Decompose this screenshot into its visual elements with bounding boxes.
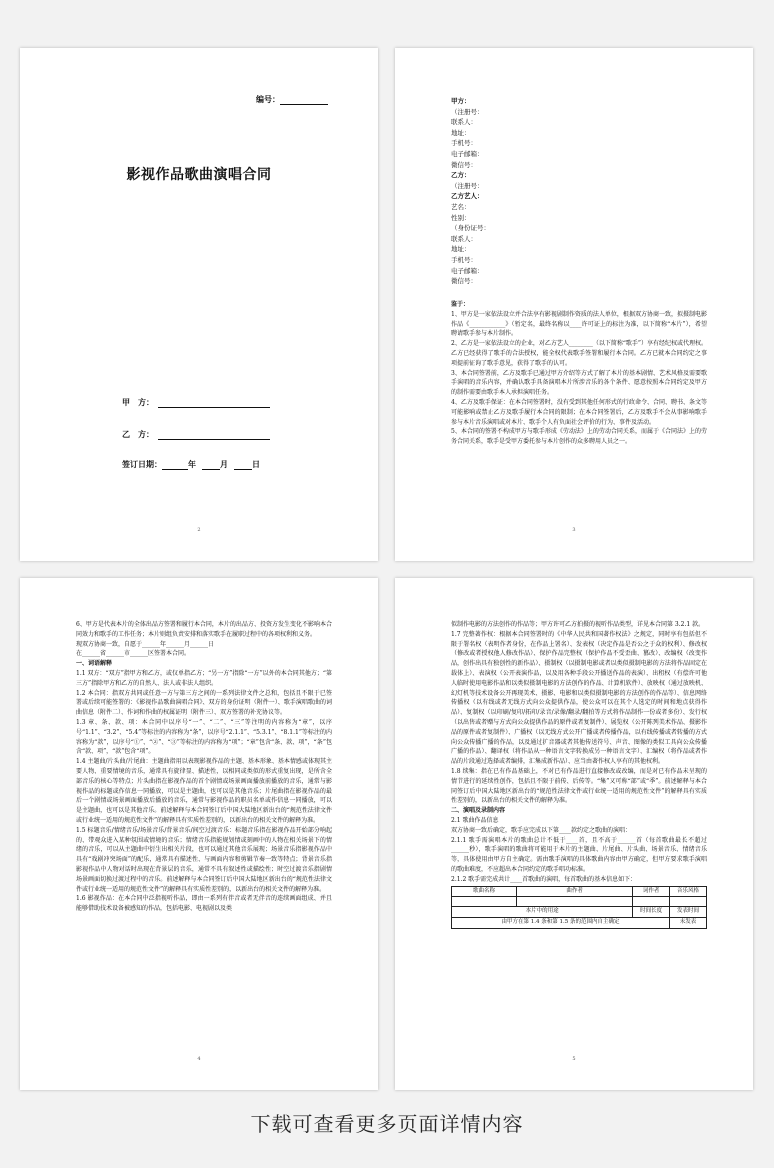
page-definitions: [20, 578, 378, 1090]
paragraph: （注册号：: [451, 181, 484, 190]
paragraph: 微信号：: [451, 160, 477, 169]
serial-number: [256, 94, 328, 105]
party-a-label: 甲 方：: [122, 397, 154, 407]
party-b-line: [122, 429, 270, 440]
table-row: [452, 907, 707, 918]
paragraph: 现双方协商一致，自愿于______年______月______日: [76, 640, 215, 648]
paragraph: 1.6 影视作品：在本合同中泛指视听作品，即由一系列有伴音或者无伴音的连续画面组成、并且能够借助技术设备被感知的作品，包括电影、电视剧以及类: [76, 895, 332, 913]
table-cell: 曲作者: [517, 886, 633, 897]
table-cell: 歌曲名称: [452, 886, 517, 897]
whereas-title: 鉴于：: [451, 301, 470, 308]
paragraph: 手机号：: [451, 139, 477, 148]
paragraph: 1.3 章、条、款、项：本合同中以序号“一”、“二”、“三”等注明的内容称为“章”，以序号“1.1”、“3.2”、“5.4”等标注的内容称为“条”，以序号“2.1.1”、“5.3.1”、“8.1.1”等标注的内容称为“款”，以序号“①”、“②”、“③”等标注的内容称为“项”；“章”包含“条、款、项”，“条”包含“款、项”，“款”包含“项”。: [76, 718, 332, 756]
paragraph: 5、本合同的签署不构成甲方与歌手形成《劳动法》上的劳动合同关系，而属于《合同法》上的劳务合同关系，歌手是受甲方委托参与本片创作的众多聘用人员之一。: [451, 428, 707, 446]
table-cell: [517, 897, 633, 907]
contract-title: 影视作品歌曲演唱合同: [126, 167, 272, 183]
paragraph: 1.5 标题音乐/情绪音乐/场景音乐/背景音乐/间空过渡音乐：标题音乐指在影视作品开始部分响起的、带观众进入某种氛围或情境的音乐；情绪音乐指能规划情或刻画中的人物在相关场景下的情绪的音乐，可以从主题曲中衍生出相关片段，也可以通过其他音乐展现；场景音乐指影视作品中具有“戏剧冲突场面”的配乐，通常具有描述性、与画面内容和剪辑节奏一致等特点；背景音乐指影视作品中人物对话时出现在背景层的音乐，通常不具有叙述性或描绘性；时空过渡音乐指剧情场景画面切换过渡过程中的音乐。前述解释与本合同签订后中国大陆地区新出台的“规范性法律文件或行业统一适用的规范性文件”的解释具有实质性差别的，以新出台的相关文件的解释为准。: [76, 826, 332, 893]
paragraph: 性别：: [451, 213, 471, 222]
whereas-section: [451, 300, 707, 447]
paragraph: 电子邮箱：: [451, 149, 484, 158]
paragraph: 乙方艺人：: [451, 192, 484, 201]
paragraph: 地址：: [451, 245, 471, 254]
paragraph: 乙方：: [451, 171, 471, 180]
table-cell: [633, 897, 670, 907]
month-label: 月: [220, 459, 228, 469]
paragraph: 手机号：: [451, 255, 477, 264]
party-a-blank: [158, 398, 270, 408]
party-b-label: 乙 方：: [122, 429, 154, 439]
paragraph: 地址：: [451, 128, 471, 137]
song-info-table: [451, 886, 707, 929]
page-songs: [395, 578, 753, 1090]
paragraph: 2、乙方是一家依法设立的企业，对乙方艺人________（以下简称“歌手”）享有经纪权或代理权。乙方已经获得了歌手的合法授权，能全权代表歌手签署和履行本合同。乙方已就本合同约定之事项提前征询了歌手意见，获得了歌手的认可。: [451, 340, 707, 367]
whereas-list: [451, 310, 707, 447]
paragraph: 2.1.1 歌手需演唱本片的歌曲总计不低于____首，且不高于______首（每首歌曲最长不超过______秒），歌手演唱的歌曲将可能用于本片的主题曲、片尾曲、片头曲、场景音乐、情绪音乐等，具体使用由甲方自主确定。需由歌手演唱的具体歌曲内容由甲方确定，但甲方要求歌手演唱的歌曲难度，不应超出本合同约定的歌手唱功标准。: [451, 836, 707, 873]
paragraph: （注册号：: [451, 107, 484, 116]
year-label: 年: [188, 459, 196, 469]
page-parties: [395, 48, 753, 561]
songs-section: [451, 620, 707, 929]
paragraph: 微信号：: [451, 277, 477, 286]
table-cell: 词作者: [633, 886, 670, 897]
definitions-text: [76, 620, 332, 914]
page-number: 3: [572, 527, 576, 533]
party-b-blank: [158, 430, 270, 440]
paragraph: 甲方：: [451, 97, 471, 105]
songs-text: [451, 620, 707, 885]
paragraph: 艺名：: [451, 202, 471, 211]
paragraph: 一、词语解释: [76, 660, 113, 668]
page-number: 5: [572, 1056, 576, 1062]
table-cell: 发表时间: [670, 907, 707, 918]
sign-date-line: [122, 459, 260, 470]
page-number: 4: [197, 1056, 201, 1062]
download-more-caption: 下载可查看更多页面详情内容: [250, 1112, 524, 1136]
table-cell: [670, 897, 707, 907]
table-cell: [452, 897, 517, 907]
paragraph: 电子邮箱：: [451, 266, 484, 275]
table-cell: 由甲方在第 1.4 条和第 1.5 条的范围内自主确定: [452, 918, 670, 929]
table-row: [452, 886, 707, 897]
paragraph: 1.1 双方：“双方”指甲方和乙方，或仅单指乙方；“另一方”指除“一方”以外的本合同其他方；“第三方”指除甲方和乙方的自然人、法人或非法人组织。: [76, 669, 332, 687]
paragraph: 2.1.2 歌手需完成共计____首歌曲的演唱，每首歌曲的基本信息如下：: [451, 875, 637, 883]
paragraph: 3、本合同签署前，乙方及歌手已通过甲方介绍等方式了解了本片的基本剧情、艺术风格及需要歌手演唱的音乐内容，并确认歌手具备演唱本片所涉音乐的各个条件、愿意按照本合同约定及甲方的制作需要由歌手本人承担演唱任务。: [451, 369, 707, 397]
sign-date-label: 签订日期：: [122, 459, 162, 469]
paragraph: 1.2 本合同：指双方共同或任意一方与第三方之间的一系列法律文件之总和，包括且不限于已签署或后续可能签署的：《影视作品歌曲演唱合同》、双方的身份证明（附件一）、歌手演唱歌曲的词曲信息（附件二）、作词和作曲的权属证明（附件三）、双方签署的补充协议等。: [76, 689, 332, 717]
paragraph: 二、演唱及录制内容: [451, 807, 506, 815]
paragraph: 联系人：: [451, 118, 477, 127]
paragraph: 1.8 续集：指在已有作品基础上，不对已有作品进行直接修改或改编，而是对已有作品未呈现的情节进行的延续性创作，包括且不限于前传、后传等。“集”又可称“部”或“季”。前述解释与本合同签订后中国大陆地区新出台的“规范性法律文件或行业统一适用的规范性文件”的解释具有实质性差别的，以新出台的相关文件的解释为准。: [451, 767, 707, 805]
table-cell: 音乐风格: [670, 886, 707, 897]
paragraph: 在______省______市______区签署本合同。: [76, 650, 191, 658]
paragraph: （身份证号：: [451, 224, 490, 233]
paragraph: 6、甲方是代表本片的全体出品方签署和履行本合同，本片的出品方、投资方发生变化不影响本合同效力和歌手的工作任务；本片则组负责安排和落实歌手在履职过程中的各项权利和义务。: [76, 621, 332, 638]
paragraph: 4、乙方及歌手保证：在本合同签署时，没有受到其他任何形式的行政命令、合同、聘书、条文等可能影响或禁止乙方及歌手履行本合同的限制；在本合同签署后，乙方及歌手不会从事影响歌手参与本片音乐演唱或对本片、歌手个人有负面社会评价的行为、事件及活动。: [451, 398, 707, 426]
paragraph: 2.1 歌曲作品信息: [451, 816, 499, 824]
page-cover: [20, 48, 378, 561]
day-label: 日: [252, 459, 260, 469]
party-a-line: [122, 397, 270, 408]
party-info-list: [451, 96, 707, 287]
paragraph: 1.7 完整著作权：根据本合同签署时的《中华人民共和国著作权法》之规定，同时享有包括但不限于署名权（表明作者身份，在作品上署名）、发表权（决定作品是否公之于众的权利）、修改权（修改或者授权他人修改作品）、保护作品完整权（保护作品不受歪曲、篡改）、改编权（改变作品，创作出具有独创性的新作品）、摄制权（以摄制电影或者以类似摄制电影的方法将作品固定在载体上）、表演权（公开表演作品，以及用各种手段公开播送作品的表演）、出租权（有偿许可他人临时使用电影作品和以类似摄制电影的方法创作的作品、计算机软件）、放映权（通过放映机、幻灯机等技术设备公开再现美术、摄影、电影和以类似摄制电影的方法创作的作品等）、信息网络传播权（以有线或者无线方式向公众提供作品，使公众可以在其个人选定的时间和地点获得作品）、复制权（以印刷/复印/拓印/录音/录像/翻录/翻拍等方式将作品制作一份或者多份）、发行权（以出售或者赠与方式向公众提供作品的原件或者复制件）、展览权（公开陈列美术作品、摄影作品的原件或者复制件）、广播权（以无线方式公开广播或者传播作品，以有线传播或者转播的方式向公众传播广播的作品，以及通过扩音器或者其他传送符号、声音、图像的类似工具向公众传播广播的作品）、翻译权（将作品从一种语言文字转换成另一种语言文字）、汇编权（将作品或者作品的片段通过选择或者编排，汇集成新作品）、应当由著作权人享有的其他权利。: [451, 630, 707, 766]
paragraph: 联系人：: [451, 234, 477, 243]
table-row: [452, 897, 707, 907]
serial-blank: [280, 95, 328, 105]
table-cell: 本片中的用途: [452, 907, 633, 918]
paragraph: 似制作电影的方法创作的作品等；甲方许可乙方拍摄的视听作品类型，详见本合同第 3.2.1 款。: [451, 621, 705, 628]
paragraph: 双方协商一致后确定，歌手应完成以下第____款约定之歌曲的演唱：: [451, 826, 632, 834]
table-cell: 时间长度: [633, 907, 670, 918]
table-cell: 未发表: [670, 918, 707, 929]
table-row: [452, 918, 707, 929]
serial-label: 编号：: [256, 94, 280, 104]
page-number: 2: [197, 527, 201, 533]
paragraph: 1、甲方是一家依法设立并合法享有影视剧制作资质的法人单位，根据双方协商一致，拟摄制电影作品《____________》（暂定名，最终名称以____许可证上的标注为准，以下简称“本片”），希望聘请歌手参与本片制作。: [451, 310, 707, 338]
paragraph: 1.4 主题曲/片头曲/片尾曲：主题曲指用以表现影视作品的主题、基本形象、基本情感或体现其主要人物、重要情境的音乐，通常具有旋律显、描述性，以相同或类似的形式重复出现，是所含全部音乐的核心等特点；片头曲指在影视作品的首个剧情或场景画面播放前播放的音乐，通常与影视作品的标题或作信息一同播放，可以是主题曲，也可以是其他音乐；片尾曲指在影视作品的最后一个剧情或场景画面播放后播放的音乐，通常与影视作品的职员名单或作信息一同播放，可以是主题曲，也可以是其他音乐。前述解释与本合同签订后中国大陆地区新出台的“规范性法律文件或行业统一适用的规范性文件”的解释具有实质性差别的，以新出台的相关文件的解释为准。: [76, 758, 332, 824]
